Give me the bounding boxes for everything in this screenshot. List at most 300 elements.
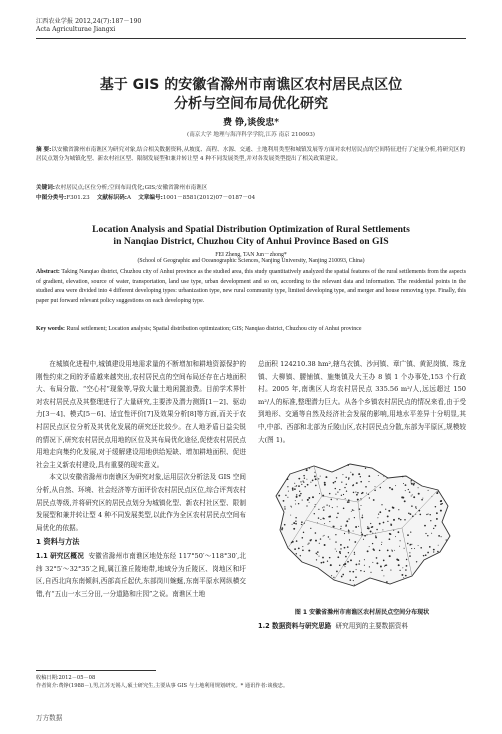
settlement-point xyxy=(355,576,357,578)
settlement-point xyxy=(411,480,412,481)
settlement-point xyxy=(314,475,316,477)
settlement-point xyxy=(335,541,336,542)
settlement-point xyxy=(307,484,309,486)
clc-value: F301.23 xyxy=(66,195,90,201)
settlement-point xyxy=(422,498,423,499)
settlement-point xyxy=(354,584,355,585)
doc-code-value: A xyxy=(127,195,132,201)
settlement-point xyxy=(348,552,349,553)
settlement-point xyxy=(435,525,437,527)
settlement-point xyxy=(424,525,426,527)
settlement-point xyxy=(329,539,330,540)
settlement-point xyxy=(385,509,386,510)
settlement-point xyxy=(301,524,302,525)
settlement-point xyxy=(309,502,310,503)
settlement-point xyxy=(283,500,285,502)
settlement-point xyxy=(348,501,350,503)
settlement-point xyxy=(334,481,335,482)
settlement-point xyxy=(392,507,393,508)
settlement-point xyxy=(351,511,352,512)
settlement-point xyxy=(300,555,301,556)
settlement-point xyxy=(296,494,297,495)
settlement-point xyxy=(433,549,435,551)
settlement-point xyxy=(419,514,421,516)
settlement-point xyxy=(295,503,296,504)
journal-header xyxy=(36,18,141,34)
settlement-point xyxy=(314,506,315,507)
settlement-point xyxy=(343,508,345,510)
settlement-point xyxy=(333,526,335,528)
settlement-point xyxy=(437,551,439,553)
settlement-point xyxy=(376,529,378,531)
abstract-en-text: Taking Nanqiao district, Chuzhou city of Anhui province as the studied area, this study quantitatively analyzed the spatial features of the rural settlements from the aspects of gradient, elevation, source of water, transportation, land use type, urban development and so on, according to the relevant data and information. The residential points in the studied area were divided into 4 different developing types: urbanization type, new rural community type, limited developing type, and merger and house removing type. Finally, this paper put forward relevant policy suggestions on each developing type. xyxy=(36,269,466,304)
settlement-point xyxy=(292,524,293,525)
settlement-point xyxy=(362,515,363,516)
settlement-point xyxy=(304,523,305,524)
settlement-point xyxy=(369,546,370,547)
settlement-point xyxy=(339,551,341,553)
settlement-point xyxy=(303,482,304,483)
settlement-point xyxy=(401,496,403,498)
settlement-point xyxy=(296,540,298,542)
settlement-point xyxy=(388,510,390,512)
settlement-point xyxy=(327,561,328,562)
settlement-point xyxy=(306,469,308,471)
section-1-2 xyxy=(258,620,466,632)
settlement-point xyxy=(290,515,291,516)
settlement-point xyxy=(354,552,355,553)
journal-citation: 江西农业学报 2012,24(7):187－190 xyxy=(36,18,142,25)
settlement-point xyxy=(390,570,391,571)
settlement-point xyxy=(349,571,351,573)
settlement-point xyxy=(360,505,361,506)
settlement-point xyxy=(399,570,400,571)
settlement-point xyxy=(404,548,405,549)
settlement-point xyxy=(340,553,341,554)
settlement-point xyxy=(315,478,317,480)
settlement-point xyxy=(350,472,351,473)
settlement-point xyxy=(347,546,349,548)
settlement-point xyxy=(391,550,392,551)
settlement-point xyxy=(337,506,338,507)
settlement-point xyxy=(352,571,354,573)
settlement-point xyxy=(418,510,420,512)
settlement-point xyxy=(315,485,317,487)
abstract-en-label: Abstract: xyxy=(36,269,60,275)
settlement-point xyxy=(303,532,304,533)
settlement-point xyxy=(329,557,331,559)
settlement-point xyxy=(360,476,361,477)
settlement-point xyxy=(342,474,343,475)
settlement-point xyxy=(301,521,303,523)
header-rule xyxy=(36,38,466,39)
settlement-point xyxy=(336,551,337,552)
settlement-point xyxy=(367,526,368,527)
settlement-point xyxy=(370,531,372,533)
settlement-point xyxy=(429,514,430,515)
settlement-point xyxy=(389,533,391,535)
settlement-point xyxy=(418,487,419,488)
settlement-point xyxy=(360,570,361,571)
settlement-point xyxy=(309,468,310,469)
settlement-point xyxy=(366,493,367,494)
settlement-point xyxy=(386,581,388,583)
settlement-point xyxy=(295,486,296,487)
keywords-cn xyxy=(36,184,466,193)
settlement-point xyxy=(329,516,331,518)
settlement-point xyxy=(350,579,352,581)
settlement-point xyxy=(399,546,400,547)
doc-code-label: 文献标识码: xyxy=(96,195,128,201)
settlement-point xyxy=(401,574,403,576)
settlement-point xyxy=(372,543,373,544)
settlement-point xyxy=(298,547,300,549)
settlement-point xyxy=(409,552,410,553)
settlement-point xyxy=(352,509,354,511)
settlement-point xyxy=(285,495,286,496)
section-1-heading: 1 资料与方法 xyxy=(36,537,80,547)
settlement-point xyxy=(331,575,332,576)
settlement-point xyxy=(361,532,362,533)
settlement-point xyxy=(337,491,338,492)
settlement-point xyxy=(398,564,400,566)
keywords-en-label: Key words: xyxy=(36,326,65,332)
settlement-point xyxy=(346,484,347,485)
title-en-line1: Location Analysis and Spatial Distribution Optimization of Rural Settlements xyxy=(92,224,410,235)
settlement-point xyxy=(317,554,318,555)
settlement-point xyxy=(292,487,294,489)
affiliation-en: (School of Geographic and Oceanographic Sciences, Nanjing University, Nanjing 210093, China) xyxy=(137,258,365,264)
settlement-point xyxy=(345,556,347,558)
clc-label: 中图分类号: xyxy=(36,195,67,201)
settlement-point xyxy=(337,512,339,514)
settlement-point xyxy=(302,500,303,501)
settlement-point xyxy=(320,476,321,477)
settlement-point xyxy=(307,499,309,501)
settlement-point xyxy=(324,482,326,484)
settlement-point xyxy=(323,509,324,510)
settlement-point xyxy=(363,539,364,540)
settlement-point xyxy=(415,506,417,508)
settlement-point xyxy=(361,499,362,500)
keywords-en xyxy=(36,325,466,335)
settlement-point xyxy=(310,482,311,483)
settlement-point xyxy=(341,495,342,496)
settlement-point xyxy=(425,554,427,556)
settlement-point xyxy=(352,485,353,486)
settlement-point xyxy=(431,533,432,534)
settlement-point xyxy=(375,533,376,534)
settlement-point xyxy=(370,523,371,524)
settlement-point xyxy=(339,489,340,490)
keywords-en-text: Rural settlement; Location analysis; Spatial distribution optimization; GIS; Nanqiao district, Chuzhou city of Anhui province xyxy=(66,326,362,332)
settlement-point xyxy=(293,528,295,530)
settlement-point xyxy=(379,523,381,525)
settlement-point xyxy=(336,517,337,518)
settlement-point xyxy=(348,477,350,479)
settlement-point xyxy=(316,553,317,554)
settlement-point xyxy=(333,577,334,578)
settlement-point xyxy=(378,475,379,476)
settlement-point xyxy=(359,560,360,561)
title-cn-line2: 分析与空间布局优化研究 xyxy=(174,96,328,112)
settlement-point xyxy=(405,575,407,577)
authors-en: FEI Zheng, TAN Jun－zhong* xyxy=(215,252,287,258)
settlement-point xyxy=(398,518,400,520)
settlement-point xyxy=(361,534,363,536)
settlement-point xyxy=(294,488,296,490)
settlement-point xyxy=(431,496,432,497)
settlement-point xyxy=(377,517,378,518)
settlement-point xyxy=(302,546,303,547)
settlement-point xyxy=(438,535,440,537)
settlement-point xyxy=(306,479,307,480)
settlement-point xyxy=(384,566,385,567)
settlement-point xyxy=(322,507,323,508)
settlement-point xyxy=(330,564,332,566)
settlement-point xyxy=(296,553,297,554)
settlement-point xyxy=(315,532,317,534)
settlement-point xyxy=(324,544,326,546)
settlement-point xyxy=(369,497,370,498)
settlement-point xyxy=(372,562,373,563)
settlement-point xyxy=(345,477,346,478)
footnote-author-info: 作者简介:费铮(1988－),男,江苏无锡人,硕士研究生,主要从事 GIS 与土地利用规划研究。* 通讯作者:谈俊忠。 xyxy=(36,683,289,689)
settlement-point xyxy=(298,485,300,487)
settlement-point xyxy=(346,491,347,492)
settlement-point xyxy=(379,511,381,513)
settlement-point xyxy=(421,499,423,501)
settlement-point xyxy=(322,557,324,559)
settlement-point xyxy=(341,576,343,578)
settlement-point xyxy=(356,494,358,496)
settlement-point xyxy=(376,562,378,564)
settlement-point xyxy=(364,565,365,566)
article-no-value: 1001－8581(2012)07－0187－04 xyxy=(162,195,256,201)
settlement-point xyxy=(344,563,346,565)
settlement-point xyxy=(321,562,323,564)
settlement-point xyxy=(389,555,391,557)
settlement-point xyxy=(368,494,369,495)
settlement-point xyxy=(410,531,411,532)
settlement-point xyxy=(349,539,350,540)
settlement-point xyxy=(302,537,304,539)
section-1-2-text: 研究用到的主要数据资料 xyxy=(335,622,409,630)
settlement-point xyxy=(335,549,336,550)
settlement-point xyxy=(441,536,442,537)
settlement-point xyxy=(348,479,349,480)
settlement-point xyxy=(396,558,398,560)
settlement-point xyxy=(440,500,442,502)
settlement-point xyxy=(402,567,403,568)
settlement-point xyxy=(410,481,411,482)
settlement-point xyxy=(303,475,305,477)
settlement-point xyxy=(308,497,310,499)
settlement-point xyxy=(380,566,382,568)
settlement-point xyxy=(413,483,415,485)
settlement-point xyxy=(394,550,395,551)
settlement-point xyxy=(294,483,295,484)
article-no-label: 文章编号: xyxy=(138,195,163,201)
settlement-point xyxy=(281,529,283,531)
settlement-point xyxy=(438,545,439,546)
settlement-point xyxy=(284,506,285,507)
title-cn-line1: 基于 GIS 的安徽省滁州市南谯区农村居民点区位 xyxy=(99,77,403,93)
settlement-point xyxy=(315,504,316,505)
settlement-point xyxy=(425,533,426,534)
settlement-point xyxy=(381,544,382,545)
settlement-point xyxy=(393,519,395,521)
settlement-point xyxy=(333,482,335,484)
settlement-point xyxy=(400,540,401,541)
journal-name-en: Acta Agriculturae Jiangxi xyxy=(36,26,116,33)
settlement-point xyxy=(440,503,442,505)
settlement-point xyxy=(332,507,333,508)
settlement-point xyxy=(356,564,358,566)
settlement-point xyxy=(278,495,280,497)
settlement-point xyxy=(340,528,341,529)
settlement-point xyxy=(383,522,385,524)
settlement-point xyxy=(348,533,349,534)
settlement-point xyxy=(440,510,442,512)
settlement-point xyxy=(430,520,431,521)
settlement-point xyxy=(354,517,355,518)
settlement-point xyxy=(294,548,296,550)
settlement-point xyxy=(291,542,292,543)
settlement-point xyxy=(324,523,325,524)
settlement-point xyxy=(364,571,365,572)
settlement-point xyxy=(312,480,314,482)
settlement-point xyxy=(308,543,309,544)
settlement-point xyxy=(426,514,427,515)
settlement-point xyxy=(373,548,375,550)
settlement-point xyxy=(304,486,305,487)
settlement-point xyxy=(412,494,413,495)
settlement-point xyxy=(328,536,329,537)
settlement-point xyxy=(302,480,303,481)
settlement-point xyxy=(400,519,402,521)
keywords-cn-label: 关键词: xyxy=(36,185,56,191)
settlement-point xyxy=(342,574,344,576)
settlement-point xyxy=(420,547,422,549)
settlement-point xyxy=(414,548,415,549)
settlement-point xyxy=(319,493,320,494)
settlement-point xyxy=(324,484,326,486)
settlement-point xyxy=(295,500,296,501)
settlement-point xyxy=(355,492,356,493)
settlement-point xyxy=(435,506,436,507)
settlement-point xyxy=(304,478,305,479)
settlement-point xyxy=(378,513,379,514)
settlement-point xyxy=(319,543,320,544)
settlement-point xyxy=(393,530,394,531)
settlement-point xyxy=(391,488,393,490)
settlement-point xyxy=(318,478,319,479)
settlement-point xyxy=(411,548,412,549)
settlement-point xyxy=(368,481,369,482)
title-en-line2: in Nanqiao District, Chuzhou City of Anhui Province Based on GIS xyxy=(113,236,389,247)
settlement-point xyxy=(325,476,327,478)
settlement-point xyxy=(387,521,388,522)
settlement-point xyxy=(365,486,367,488)
settlement-point xyxy=(408,513,410,515)
settlement-point xyxy=(433,528,434,529)
settlement-point xyxy=(376,557,378,559)
settlement-point xyxy=(411,483,413,485)
settlement-point xyxy=(312,496,314,498)
settlement-point xyxy=(392,550,393,551)
settlement-point xyxy=(369,566,370,567)
settlement-point xyxy=(416,508,417,509)
settlement-point xyxy=(361,517,363,519)
settlement-point xyxy=(310,528,311,529)
settlement-point xyxy=(348,530,349,531)
settlement-point xyxy=(350,559,352,561)
settlement-point xyxy=(320,538,321,539)
settlement-point xyxy=(322,495,324,497)
settlement-point xyxy=(375,486,376,487)
settlement-point xyxy=(374,490,376,492)
settlement-point xyxy=(295,523,297,525)
settlement-point xyxy=(296,485,297,486)
settlement-point xyxy=(382,529,383,530)
settlement-point xyxy=(317,522,318,523)
settlement-point xyxy=(331,499,333,501)
settlement-point xyxy=(336,571,338,573)
settlement-point xyxy=(418,493,420,495)
settlement-point xyxy=(352,474,354,476)
settlement-point xyxy=(348,499,350,501)
settlement-point xyxy=(298,478,300,480)
settlement-point xyxy=(410,513,412,515)
settlement-point xyxy=(287,486,288,487)
affiliation-cn: (南京大学 地理与海洋科学学院,江苏 南京 210093) xyxy=(187,132,315,138)
settlement-point xyxy=(335,494,336,495)
settlement-point xyxy=(345,566,346,567)
settlement-point xyxy=(409,491,410,492)
settlement-point xyxy=(329,493,330,494)
settlement-point xyxy=(428,513,429,514)
settlement-point xyxy=(411,496,412,497)
settlement-point xyxy=(355,526,357,528)
settlement-point xyxy=(383,481,384,482)
settlement-point xyxy=(407,534,409,536)
settlement-point xyxy=(387,477,388,478)
section-1-2-label: 1.2 数据资料与研究思路 xyxy=(258,622,332,630)
settlement-point xyxy=(340,548,341,549)
settlement-point xyxy=(409,544,410,545)
settlement-point xyxy=(418,545,419,546)
settlement-point xyxy=(371,526,372,527)
settlement-point xyxy=(288,491,289,492)
settlement-point xyxy=(344,533,345,534)
settlement-point xyxy=(404,500,406,502)
settlement-point xyxy=(357,499,359,501)
settlement-point xyxy=(395,485,396,486)
settlement-point xyxy=(436,518,438,520)
settlement-point xyxy=(318,517,319,518)
settlement-point xyxy=(298,503,299,504)
settlement-point xyxy=(364,535,366,537)
settlement-point xyxy=(406,565,408,567)
settlement-point xyxy=(403,577,404,578)
settlement-point xyxy=(324,535,325,536)
settlement-point xyxy=(405,569,407,571)
settlement-point xyxy=(372,533,373,534)
settlement-point xyxy=(314,472,315,473)
settlement-point xyxy=(329,521,330,522)
settlement-point xyxy=(337,556,339,558)
